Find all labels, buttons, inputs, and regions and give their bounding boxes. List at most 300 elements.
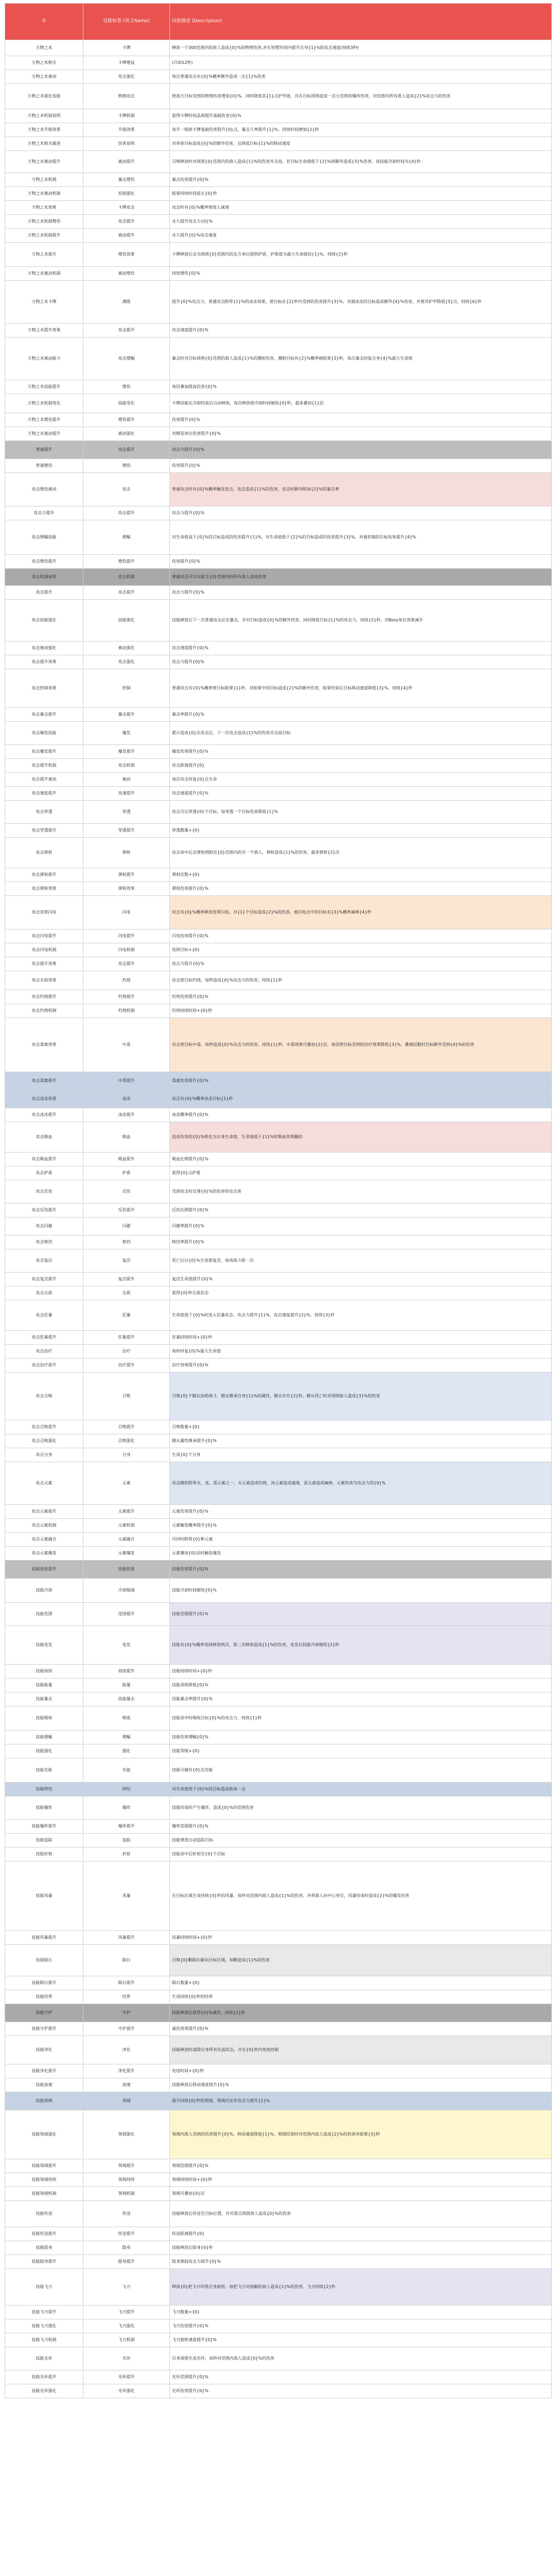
cell-tag[interactable]: 被动提升 [83, 151, 170, 173]
cell-tag[interactable]: 增伤效果 [83, 243, 170, 267]
cell-name[interactable]: 万物之术强化技能 [5, 84, 83, 109]
cell-skill[interactable]: 攻击速度提升{0}% [170, 787, 552, 801]
cell-skill[interactable]: 复活生命值提升{0}% [170, 1273, 552, 1286]
cell-name[interactable]: 攻击提升效果 [5, 655, 83, 669]
cell-skill[interactable]: 对单体目标造成{0}%的额外伤害，且降低目标{1}%的移动速度 [170, 137, 552, 151]
cell-skill[interactable]: 技能伤害增幅{0}% [170, 1731, 552, 1744]
cell-skill[interactable]: 持续增伤{0}% [170, 267, 552, 281]
cell-skill[interactable]: 隐身期间攻击力提升{0}% [170, 2255, 552, 2269]
cell-skill[interactable]: 攻击距离提升{0} [170, 759, 552, 773]
cell-name[interactable]: 攻击复活提升 [5, 1273, 83, 1286]
cell-name[interactable]: 攻击复活 [5, 1249, 83, 1273]
cell-skill[interactable]: 技能释放后隐身{0}秒 [170, 2241, 552, 2255]
cell-skill[interactable]: 获得{0}点护盾 [170, 1166, 552, 1180]
cell-skill[interactable]: 技能释放后获得{0}%减伤，持续{1}秒 [170, 2004, 552, 2022]
cell-name[interactable]: 普通提升 [5, 441, 83, 459]
cell-skill[interactable]: 使敌方目标受到的物理伤害增加{0}%，同时降低其{1}点护甲值，并在目标周围造成一次小范围的爆炸伤害，对范围内所有敌人造成{2}%攻击力的伤害 [170, 84, 552, 109]
cell-skill[interactable]: 攻击使目标灼烧，每秒造成{0}%攻击力的伤害，持续{1}秒 [170, 971, 552, 990]
cell-skill[interactable]: 生成{0}个分身 [170, 1448, 552, 1462]
cell-name[interactable]: 技能持续 [5, 1665, 83, 1679]
cell-name[interactable]: 技能守护 [5, 2004, 83, 2022]
cell-tag[interactable]: 强化 [83, 1744, 170, 1758]
cell-tag[interactable]: 闪电提升 [83, 929, 170, 943]
cell-tag[interactable]: 格挡 [83, 1235, 170, 1249]
cell-tag[interactable]: 被动强化 [83, 641, 170, 655]
cell-skill[interactable]: 领域可叠加{0}层 [170, 2187, 552, 2201]
cell-tag[interactable]: 中毒提升 [83, 1072, 170, 1090]
cell-skill[interactable]: 永久提升{0}%攻击速度 [170, 229, 552, 243]
cell-name[interactable]: 攻击机制说明 [5, 569, 83, 586]
cell-name[interactable]: 技能连发 [5, 1626, 83, 1665]
cell-name[interactable]: 攻击技能强化 [5, 600, 83, 641]
cell-tag[interactable]: 攻速提升 [83, 787, 170, 801]
cell-skill[interactable]: 技能消耗降低{0}% [170, 1679, 552, 1692]
cell-name[interactable]: 技能领域持续 [5, 2173, 83, 2187]
cell-skill[interactable]: 普通攻击时有{0}%概率触发连击，连击造成{1}%的伤害，连击时额外附加{2}%的暴击率 [170, 473, 552, 506]
cell-name[interactable]: 攻击灼烧提升 [5, 990, 83, 1004]
cell-tag[interactable]: 连发 [83, 1626, 170, 1665]
cell-tag[interactable]: 领域机制 [83, 2187, 170, 2201]
cell-skill[interactable]: 对精英单位伤害提升{0}% [170, 427, 552, 441]
cell-skill[interactable]: 弹射伤害提升{0}% [170, 882, 552, 896]
cell-tag[interactable]: 爆炸提升 [83, 1820, 170, 1834]
cell-tag[interactable]: 反伤 [83, 1180, 170, 1204]
cell-tag[interactable]: 领域 [83, 2092, 170, 2110]
cell-skill[interactable]: (冷却12秒) [170, 56, 552, 70]
cell-name[interactable]: 攻击提升机制 [5, 759, 83, 773]
cell-skill[interactable]: 技能释放后传送至目标位置，并对落点周围敌人造成{0}%的伤害 [170, 2201, 552, 2227]
cell-tag[interactable]: 能量 [83, 1679, 170, 1692]
cell-tag[interactable]: 陨石提升 [83, 1976, 170, 1990]
cell-name[interactable]: 万物之术机制增伤 [5, 215, 83, 229]
cell-name[interactable]: 攻击召唤 [5, 1372, 83, 1420]
cell-tag[interactable]: 增伤提升 [83, 555, 170, 569]
cell-skill[interactable]: 减伤效果提升{0}% [170, 2022, 552, 2036]
cell-name[interactable]: 攻击格挡 [5, 1235, 83, 1249]
cell-skill[interactable]: 召唤释放时对周围{0}范围内的敌人造成{1}%的伤害并击退，若目标生命值低于{2}%则额外造成{3}%伤害，该技能冷却时间为{4}秒 [170, 151, 552, 173]
cell-skill[interactable]: 攻击可以穿透{0}个目标，每穿透一个目标伤害降低{1}% [170, 801, 552, 824]
cell-name[interactable]: 攻击治疗 [5, 1345, 83, 1359]
cell-name[interactable]: 攻击爆发技能 [5, 722, 83, 745]
cell-tag[interactable]: 加速 [83, 2078, 170, 2092]
cell-name[interactable]: 技能光环提升 [5, 2370, 83, 2384]
cell-skill[interactable]: 技能有{0}%概率连续释放两次，第二次释放造成{1}%的伤害，连发后技能冷却缩短{2}秒 [170, 1626, 552, 1665]
cell-tag[interactable]: 增伤 [83, 459, 170, 473]
cell-tag[interactable]: 攻击提升 [83, 586, 170, 600]
cell-skill[interactable]: 元素叠加{0}层时触发爆发 [170, 1547, 552, 1561]
cell-skill[interactable]: 技能冷却时间缩短{0}% [170, 1579, 552, 1603]
cell-tag[interactable]: 闪避 [83, 1217, 170, 1235]
cell-name[interactable]: 技能隐身 [5, 2241, 83, 2255]
cell-name[interactable]: 万物之术相关 [5, 56, 83, 70]
cell-name[interactable]: 技能陨石 [5, 1945, 83, 1976]
cell-tag[interactable]: 守护提升 [83, 2022, 170, 2036]
cell-skill[interactable]: 连锁目标+{0} [170, 943, 552, 957]
cell-tag[interactable]: 弹射 [83, 838, 170, 868]
cell-name[interactable]: 攻击反伤提升 [5, 1204, 83, 1217]
cell-tag[interactable]: 攻击机制 [83, 759, 170, 773]
cell-tag[interactable]: 元素机制 [83, 1519, 170, 1533]
cell-tag[interactable]: 弹射效果 [83, 882, 170, 896]
cell-name[interactable]: 技能终结 [5, 1783, 83, 1797]
cell-name[interactable]: 攻击提升 [5, 586, 83, 600]
cell-skill[interactable]: 爆炸范围提升{0}% [170, 1820, 552, 1834]
cell-tag[interactable]: 技能伤害 [83, 1561, 170, 1579]
cell-skill[interactable]: 攻击速度提升{0}% [170, 324, 552, 337]
cell-name[interactable]: 万物之术卡牌 [5, 281, 83, 324]
cell-name[interactable]: 攻击治疗提升 [5, 1359, 83, 1372]
cell-name[interactable]: 万物之术增伤提升 [5, 413, 83, 427]
cell-tag[interactable]: 中毒 [83, 1018, 170, 1072]
cell-skill[interactable]: 造成伤害的{0}%转化为自身生命值，生命值低于{1}%时吸血效果翻倍 [170, 1122, 552, 1153]
cell-skill[interactable]: 灼烧持续时间+{0}秒 [170, 1004, 552, 1018]
cell-name[interactable]: 攻击爆发提升 [5, 745, 83, 759]
cell-tag[interactable]: 治疗提升 [83, 1359, 170, 1372]
cell-name[interactable]: 攻击元素爆发 [5, 1547, 83, 1561]
cell-name[interactable]: 攻击提升被动 [5, 773, 83, 787]
cell-tag[interactable]: 穿透 [83, 801, 170, 824]
cell-name[interactable]: 攻击反伤 [5, 1180, 83, 1204]
cell-tag[interactable]: 吸血提升 [83, 1153, 170, 1166]
cell-name[interactable]: 技能增幅 [5, 1731, 83, 1744]
cell-name[interactable]: 技能净化 [5, 2036, 83, 2064]
cell-name[interactable]: 技能飞刃 [5, 2269, 83, 2306]
cell-name[interactable]: 技能光环 [5, 2347, 83, 2370]
cell-skill[interactable]: 每秒回复{0}%最大生命值 [170, 1345, 552, 1359]
cell-skill[interactable]: 攻击随机附带火、冰、雷元素之一，火元素造成灼烧，冰元素造成减速，雷元素造成麻痹，元素伤害为攻击力的{0}% [170, 1462, 552, 1505]
cell-tag[interactable]: 充能 [83, 1758, 170, 1783]
cell-skill[interactable]: 眩晕持续时间延长{0}秒 [170, 187, 552, 201]
cell-tag[interactable]: 吸收 [83, 1706, 170, 1731]
cell-tag[interactable]: 暴击提升 [83, 708, 170, 722]
cell-skill[interactable]: 随从属性继承提升{0}% [170, 1434, 552, 1448]
cell-name[interactable]: 万物之术被动提升 [5, 151, 83, 173]
cell-tag[interactable]: 被动强化 [83, 427, 170, 441]
cell-tag[interactable]: 攻击提升 [83, 215, 170, 229]
cell-skill[interactable]: 风暴持续时间+{0}秒 [170, 1931, 552, 1945]
cell-name[interactable]: 万物之术机制提升 [5, 229, 83, 243]
header-skill[interactable]: 技能描述 (Description) [170, 4, 552, 40]
cell-tag[interactable]: 伤害说明 [83, 137, 170, 151]
cell-tag[interactable]: 无敌 [83, 1286, 170, 1300]
cell-skill[interactable]: 获得{0}秒无敌状态 [170, 1286, 552, 1300]
cell-tag[interactable]: 折射 [83, 1848, 170, 1861]
cell-tag[interactable]: 闪电 [83, 896, 170, 929]
cell-tag[interactable]: 终结 [83, 1783, 170, 1797]
cell-name[interactable]: 万物之术提升 [5, 243, 83, 267]
cell-tag[interactable]: 持续提升 [83, 1665, 170, 1679]
cell-name[interactable]: 万物之术机制说明 [5, 109, 83, 123]
cell-name[interactable]: 攻击吸血提升 [5, 1153, 83, 1166]
cell-skill[interactable]: 技能弹道自动追踪目标 [170, 1834, 552, 1848]
cell-name[interactable]: 技能光环强化 [5, 2384, 83, 2398]
cell-skill[interactable]: 攻击力提升{0}% [170, 586, 552, 600]
cell-name[interactable]: 攻击增幅技能 [5, 520, 83, 555]
cell-name[interactable]: 技能领域机制 [5, 2187, 83, 2201]
cell-name[interactable]: 万物之术 [5, 40, 83, 56]
cell-skill[interactable]: 提升{0}%攻击力，普通攻击附带{1}%的冰冻效果，使目标在{2}秒内受到的伤害提升{3}%，对被冰冻的目标造成额外{4}%伤害，并使其护甲降低{5}点，持续{6}秒 [170, 281, 552, 324]
cell-tag[interactable]: 传送 [83, 2201, 170, 2227]
cell-skill[interactable]: 攻击力提升{0}% [170, 506, 552, 520]
cell-tag[interactable]: 攻击机制 [83, 569, 170, 586]
cell-tag[interactable]: 冰冻提升 [83, 1108, 170, 1122]
cell-tag[interactable]: 技能暴击 [83, 1692, 170, 1706]
cell-tag[interactable]: 灼烧提升 [83, 990, 170, 1004]
cell-skill[interactable]: 死亡后以{0}%生命值复活，每场战斗限一次 [170, 1249, 552, 1273]
cell-name[interactable]: 攻击灼烧机制 [5, 1004, 83, 1018]
cell-name[interactable]: 攻击召唤强化 [5, 1434, 83, 1448]
cell-tag[interactable]: 攻击提升 [83, 957, 170, 971]
cell-tag[interactable]: 净化提升 [83, 2064, 170, 2078]
cell-skill[interactable]: 爆发伤害提升{0}% [170, 745, 552, 759]
cell-skill[interactable]: 对生命值低于{0}%的目标造成致命一击 [170, 1783, 552, 1797]
cell-name[interactable]: 攻击连锁闪电 [5, 896, 83, 929]
cell-tag[interactable]: 被动 [83, 773, 170, 787]
cell-name[interactable]: 攻击元素 [5, 1462, 83, 1505]
cell-skill[interactable]: 技能结束时产生爆炸，造成{0}%的范围伤害 [170, 1797, 552, 1820]
cell-skill[interactable]: 累计造成{0}次攻击后，下一次攻击造成{1}%的伤害并击退目标 [170, 722, 552, 745]
cell-tag[interactable]: 风暴 [83, 1861, 170, 1931]
cell-skill[interactable]: 领域范围提升{0}% [170, 2159, 552, 2173]
cell-tag[interactable]: 陨石 [83, 1945, 170, 1976]
cell-skill[interactable]: 传送距离提升{0} [170, 2227, 552, 2241]
cell-tag[interactable]: 物理攻击 [83, 84, 170, 109]
cell-name[interactable]: 攻击分身 [5, 1448, 83, 1462]
cell-tag[interactable]: 反伤提升 [83, 1204, 170, 1217]
cell-name[interactable]: 攻击闪电机制 [5, 943, 83, 957]
cell-skill[interactable]: 召唤{0}颗陨石砸向目标区域，每颗造成{1}%的伤害 [170, 1945, 552, 1976]
cell-name[interactable]: 技能领域强化 [5, 2110, 83, 2159]
cell-skill[interactable]: 穿透数量+{0} [170, 824, 552, 838]
cell-name[interactable]: 技能追踪 [5, 1834, 83, 1848]
cell-name[interactable]: 技能隐身提升 [5, 2255, 83, 2269]
cell-tag[interactable]: 攻击强化 [83, 655, 170, 669]
cell-tag[interactable]: 飞刃强化 [83, 2319, 170, 2333]
cell-name[interactable]: 技能传送提升 [5, 2227, 83, 2241]
cell-skill[interactable]: 毒素伤害提升{0}% [170, 1072, 552, 1090]
cell-name[interactable]: 万物之术技能提升 [5, 380, 83, 394]
cell-tag[interactable]: 爆发 [83, 722, 170, 745]
cell-name[interactable]: 技能能量 [5, 1679, 83, 1692]
cell-name[interactable]: 攻击穿透 [5, 801, 83, 824]
cell-name[interactable]: 攻击穿透提升 [5, 824, 83, 838]
cell-skill[interactable]: 技能命中时吸收目标{0}%的攻击力，持续{1}秒 [170, 1706, 552, 1731]
cell-tag[interactable]: 风暴提升 [83, 1931, 170, 1945]
cell-skill[interactable]: 陨石数量+{0} [170, 1976, 552, 1990]
cell-name[interactable]: 技能领域提升 [5, 2159, 83, 2173]
cell-skill[interactable]: 反伤比例提升{0}% [170, 1204, 552, 1217]
cell-name[interactable]: 技能守护提升 [5, 2022, 83, 2036]
cell-skill[interactable]: 治疗效果提升{0}% [170, 1359, 552, 1372]
cell-skill[interactable]: 暴击时对目标周围{0}范围的敌人造成{1}%的溅射伤害，溅射目标有{2}%概率被眩晕{3}秒，每次暴击回复自身{4}%最大生命值 [170, 337, 552, 380]
cell-tag[interactable]: 光环提升 [83, 2370, 170, 2384]
cell-name[interactable]: 技能风暴提升 [5, 1931, 83, 1945]
cell-skill[interactable]: 闪避率提升{0}% [170, 1217, 552, 1235]
cell-tag[interactable]: 结界 [83, 1990, 170, 2004]
cell-name[interactable]: 技能结界 [5, 1990, 83, 2004]
cell-name[interactable]: 技能飞刃强化 [5, 2319, 83, 2333]
cell-name[interactable]: 攻击增伤提升 [5, 555, 83, 569]
cell-name[interactable]: 普通增伤 [5, 459, 83, 473]
cell-skill[interactable]: 技能伤害提升{0}% [170, 1561, 552, 1579]
cell-name[interactable]: 攻击护盾 [5, 1166, 83, 1180]
cell-name[interactable]: 攻击提升效果 [5, 957, 83, 971]
cell-tag[interactable]: 满级 [83, 281, 170, 324]
cell-tag[interactable]: 连击 [83, 473, 170, 506]
cell-skill[interactable]: 免疫时间+{0}秒 [170, 2064, 552, 2078]
cell-tag[interactable]: 领域持续 [83, 2173, 170, 2187]
cell-name[interactable]: 万物之术被动能力 [5, 337, 83, 380]
cell-skill[interactable]: 吸血比例提升{0}% [170, 1153, 552, 1166]
cell-skill[interactable]: 攻击力提升{0}% [170, 441, 552, 459]
cell-tag[interactable]: 护盾 [83, 1166, 170, 1180]
cell-name[interactable]: 技能领域 [5, 2092, 83, 2110]
cell-tag[interactable]: 狂暴 [83, 1300, 170, 1331]
cell-name[interactable]: 攻击无敌 [5, 1286, 83, 1300]
cell-name[interactable]: 技能强化 [5, 1744, 83, 1758]
cell-name[interactable]: 攻击召唤提升 [5, 1420, 83, 1434]
cell-tag[interactable]: 闪电机制 [83, 943, 170, 957]
cell-tag[interactable]: 隐身提升 [83, 2255, 170, 2269]
cell-tag[interactable]: 卡牌增益 [83, 56, 170, 70]
cell-tag[interactable]: 元素爆发 [83, 1547, 170, 1561]
cell-skill[interactable]: 技能可储存{0}次充能 [170, 1758, 552, 1783]
cell-name[interactable]: 技能净化提升 [5, 2064, 83, 2078]
cell-name[interactable]: 攻击弹射 [5, 838, 83, 868]
cell-tag[interactable]: 被动增伤 [83, 267, 170, 281]
cell-tag[interactable]: 飞刃提升 [83, 2306, 170, 2319]
cell-name[interactable]: 技能加速 [5, 2078, 83, 2092]
cell-name[interactable]: 技能爆炸 [5, 1797, 83, 1820]
cell-tag[interactable]: 灼烧机制 [83, 1004, 170, 1018]
cell-tag[interactable]: 爆发提升 [83, 745, 170, 759]
cell-skill[interactable]: 技能释放后下一次普通攻击必定暴击，并对目标造成{0}%的额外伤害，同时降低目标{1}%的攻击力，持续{2}秒，对Boss单位效果减半 [170, 600, 552, 641]
cell-name[interactable]: 攻击吸血 [5, 1122, 83, 1153]
cell-name[interactable]: 技能范围 [5, 1603, 83, 1626]
cell-skill[interactable]: 攻击力提升{0}% [170, 957, 552, 971]
cell-tag[interactable]: 卡牌攻击 [83, 201, 170, 215]
cell-tag[interactable]: 守护 [83, 2004, 170, 2022]
cell-name[interactable]: 技能爆炸提升 [5, 1820, 83, 1834]
cell-skill[interactable]: 召唤{0}个随从协助战斗，随从继承自身{1}%的属性，随从存在{2}秒，随从死亡时对周围敌人造成{3}%的伤害 [170, 1372, 552, 1420]
cell-tag[interactable]: 攻击强化 [83, 70, 170, 84]
cell-tag[interactable]: 爆炸 [83, 1797, 170, 1820]
cell-skill[interactable]: 卡牌技能在冷却结束后自动释放，每次释放使冷却时间缩短{0}秒，最多叠加{1}层 [170, 394, 552, 413]
cell-skill[interactable]: 飞刃数量+{0} [170, 2306, 552, 2319]
cell-tag[interactable]: 净化 [83, 2036, 170, 2064]
cell-tag[interactable]: 卡牌 [83, 40, 170, 56]
cell-tag[interactable]: 控制 [83, 669, 170, 708]
cell-name[interactable]: 技能陨石提升 [5, 1976, 83, 1990]
cell-name[interactable]: 万物之术机制 [5, 173, 83, 187]
cell-skill[interactable]: 普通攻击可以对前方{0}范围内的所有敌人造成伤害 [170, 569, 552, 586]
cell-tag[interactable]: 吸血 [83, 1122, 170, 1153]
cell-tag[interactable]: 攻击增幅 [83, 337, 170, 380]
cell-tag[interactable]: 增伤提升 [83, 413, 170, 427]
cell-tag[interactable]: 灼烧 [83, 971, 170, 990]
cell-skill[interactable]: 元素触发概率提升{0}% [170, 1519, 552, 1533]
cell-name[interactable]: 攻击火焰效果 [5, 971, 83, 990]
cell-skill[interactable]: 每层叠加提高伤害{0}% [170, 380, 552, 394]
cell-tag[interactable]: 飞刃机制 [83, 2333, 170, 2347]
cell-name[interactable]: 技能风暴 [5, 1861, 83, 1931]
cell-skill[interactable]: 技能等级+{0} [170, 1744, 552, 1758]
cell-skill[interactable]: 生成持续{0}秒的结界 [170, 1990, 552, 2004]
cell-name[interactable]: 万物之术被动提升 [5, 427, 83, 441]
cell-name[interactable]: 攻击速度提升 [5, 787, 83, 801]
cell-tag[interactable]: 隐身 [83, 2241, 170, 2255]
cell-skill[interactable]: 光环伤害提升{0}% [170, 2384, 552, 2398]
cell-name[interactable]: 攻击冰冻提升 [5, 1108, 83, 1122]
cell-name[interactable]: 攻击毒素效果 [5, 1018, 83, 1072]
cell-skill[interactable]: 攻击时有{0}%概率使敌人减速 [170, 201, 552, 215]
cell-name[interactable]: 万物之术相关描述 [5, 137, 83, 151]
cell-skill[interactable]: 释放{0}把飞刃环绕自身旋转，每把飞刃对接触的敌人造成{1}%的伤害，飞刃持续{2}秒 [170, 2269, 552, 2306]
cell-name[interactable]: 攻击狂暴提升 [5, 1331, 83, 1345]
cell-name[interactable]: 万物之术效果 [5, 201, 83, 215]
cell-name[interactable]: 攻击毒素提升 [5, 1072, 83, 1090]
cell-skill[interactable]: 每次普通攻击有{0}%概率额外造成一次{1}%伤害 [170, 70, 552, 84]
cell-tag[interactable]: 冰冻 [83, 1090, 170, 1108]
cell-skill[interactable]: 技能暴击率提升{0}% [170, 1692, 552, 1706]
cell-tag[interactable]: 攻击提升 [83, 441, 170, 459]
cell-skill[interactable]: 在目标区域生成持续{0}秒的风暴，每秒对范围内敌人造成{1}%的伤害，并将敌人向中心牵引，风暴结束时造成{2}%的爆发伤害 [170, 1861, 552, 1931]
cell-skill[interactable]: 攻击命中后会弹射到附近{0}范围内的另一个敌人，弹射造成{1}%的伤害，最多弹射{2}次 [170, 838, 552, 868]
cell-tag[interactable]: 复活提升 [83, 1273, 170, 1286]
cell-tag[interactable]: 控制强化 [83, 187, 170, 201]
cell-skill[interactable]: 技能释放时清除自身所有负面状态，并在{0}秒内免疫控制 [170, 2036, 552, 2064]
cell-name[interactable]: 攻击闪避 [5, 1217, 83, 1235]
cell-skill[interactable]: 闪电伤害提升{0}% [170, 929, 552, 943]
cell-name[interactable]: 技能冷却 [5, 1579, 83, 1603]
cell-tag[interactable]: 光环强化 [83, 2384, 170, 2398]
cell-tag[interactable]: 领域强化 [83, 2110, 170, 2159]
cell-tag[interactable]: 增伤 [83, 380, 170, 394]
cell-tag[interactable]: 治疗 [83, 1345, 170, 1359]
cell-skill[interactable]: 永久提升攻击力{0}% [170, 215, 552, 229]
cell-skill[interactable]: 攻击使目标中毒，每秒造成{0}%攻击力的伤害，持续{1}秒，中毒效果可叠加{2}层，每层使目标受到的治疗效果降低{3}%，叠满层数时目标额外受到{4}%的伤害 [170, 1018, 552, 1072]
cell-name[interactable]: 万物之术机制变化 [5, 394, 83, 413]
cell-skill[interactable]: 弹射次数+{0} [170, 868, 552, 882]
cell-skill[interactable]: 受到攻击时反弹{0}%的伤害给攻击者 [170, 1180, 552, 1204]
cell-tag[interactable]: 元素 [83, 1462, 170, 1505]
cell-name[interactable]: 攻击元素提升 [5, 1505, 83, 1519]
cell-skill[interactable]: 攻击有{0}%概率释放连锁闪电，对{1}个目标造成{2}%的伤害，被闪电击中的目标有{3}%概率麻痹{4}秒 [170, 896, 552, 929]
cell-name[interactable]: 攻击增伤被动 [5, 473, 83, 506]
cell-tag[interactable]: 攻击提升 [83, 324, 170, 337]
cell-tag[interactable]: 传送提升 [83, 2227, 170, 2241]
cell-name[interactable]: 攻击弹射效果 [5, 882, 83, 896]
cell-tag[interactable]: 弹射提升 [83, 868, 170, 882]
cell-skill[interactable]: 攻击有{0}%概率冰冻目标{1}秒 [170, 1090, 552, 1108]
cell-tag[interactable]: 卡牌机制 [83, 109, 170, 123]
cell-tag[interactable]: 复活 [83, 1249, 170, 1273]
cell-skill[interactable]: 伤害提升{0}% [170, 555, 552, 569]
cell-name[interactable]: 万物之术升级效果 [5, 123, 83, 137]
header-tag[interactable]: 技能标签 (英文Name) [83, 4, 170, 40]
cell-name[interactable]: 攻击被动强化 [5, 641, 83, 655]
cell-skill[interactable]: 暴击率提升{0}% [170, 708, 552, 722]
cell-tag[interactable]: 召唤 [83, 1372, 170, 1420]
cell-skill[interactable]: 伤害提升{0}% [170, 459, 552, 473]
cell-name[interactable]: 万物之术被动机制 [5, 267, 83, 281]
cell-tag[interactable]: 升级效果 [83, 123, 170, 137]
cell-name[interactable]: 攻击暴击提升 [5, 708, 83, 722]
cell-name[interactable]: 技能充能 [5, 1758, 83, 1783]
cell-skill[interactable]: 每升一级使卡牌基础伤害提升{0}点，暴击几率提升{1}%，持续时间增加{2}秒 [170, 123, 552, 137]
cell-tag[interactable]: 追踪 [83, 1834, 170, 1848]
cell-skill[interactable]: 冰冻概率提升{0}% [170, 1108, 552, 1122]
